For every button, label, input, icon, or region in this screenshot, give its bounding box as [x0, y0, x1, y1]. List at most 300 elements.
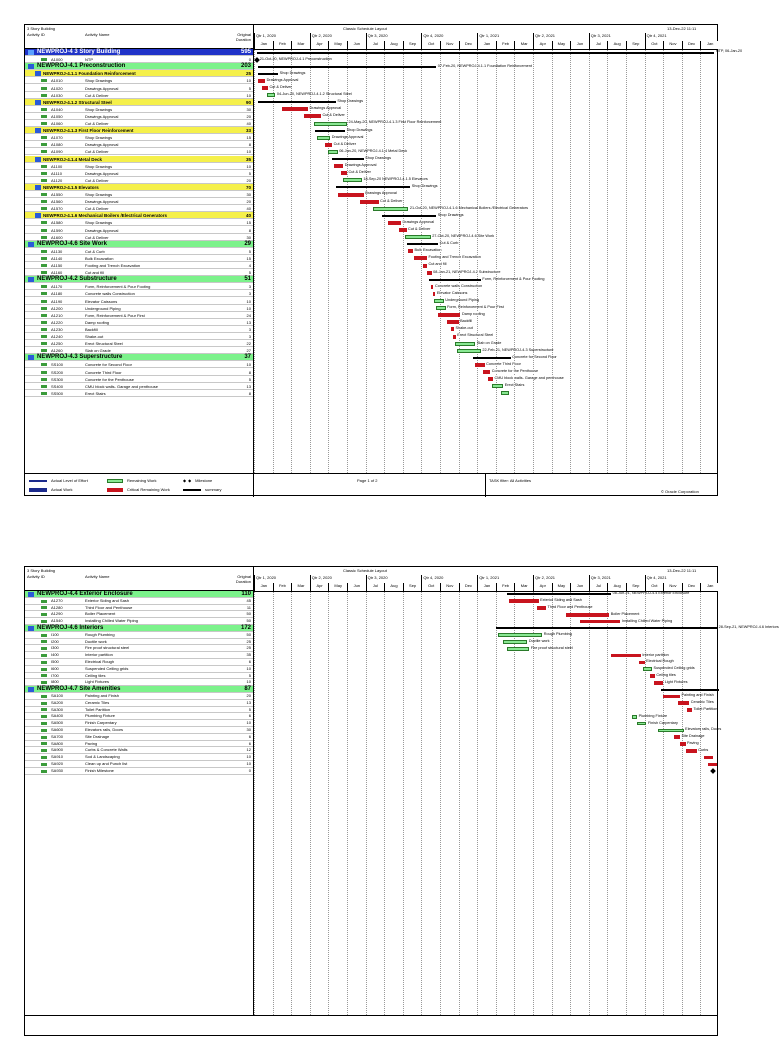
- activity-row[interactable]: [25, 659, 253, 666]
- activity-row[interactable]: [25, 141, 253, 148]
- remaining-bar: [643, 667, 652, 671]
- month-label: Dec: [459, 583, 478, 591]
- gantt-chart: [253, 25, 743, 473]
- month-label: Jun: [347, 41, 366, 49]
- critical-bar: [334, 164, 343, 168]
- activity-row[interactable]: [25, 747, 253, 754]
- month-label: Oct: [421, 41, 440, 49]
- duration: 20: [246, 199, 251, 205]
- bar-label: Cut & Deliver: [269, 84, 292, 89]
- activity-id: SA930: [51, 767, 64, 773]
- activity-name: Clean up and Punch list: [85, 761, 128, 766]
- activity-icon: [41, 94, 47, 97]
- month-label: Jan: [700, 41, 719, 49]
- duration: 10: [246, 298, 251, 304]
- activity-row[interactable]: [25, 347, 253, 354]
- wbs-row[interactable]: [25, 241, 253, 248]
- bar-label: Cut & Deliver: [333, 141, 356, 146]
- month-label: Jun: [347, 583, 366, 591]
- activity-row[interactable]: [25, 741, 253, 748]
- activity-row[interactable]: [25, 369, 253, 376]
- remaining-bar: [507, 647, 529, 651]
- activity-row[interactable]: [25, 77, 253, 84]
- wbs-row[interactable]: [25, 63, 253, 70]
- bar-label: Cut & Deliver: [380, 198, 403, 203]
- activity-id: A1290: [51, 611, 63, 617]
- activity-icon: [41, 363, 47, 366]
- duration: 172: [240, 625, 251, 631]
- quarter-label: Qtr 1, 2021: [477, 575, 533, 583]
- col-activity-id: Activity ID: [27, 32, 45, 37]
- duration: 10: [246, 761, 251, 766]
- wbs-row[interactable]: [25, 625, 253, 632]
- activity-name: Elevators rails, Doors: [85, 727, 124, 732]
- activity-id: SA600: [51, 727, 64, 732]
- bar-label: Damp roofing: [461, 312, 485, 317]
- activity-row[interactable]: [25, 262, 253, 269]
- grid-line: [477, 49, 478, 473]
- grid-line: [496, 591, 497, 1015]
- bar-label: Electrical Rough: [646, 659, 674, 664]
- activity-id: A1060: [51, 121, 63, 126]
- month-label: Jun: [570, 41, 589, 49]
- duration: 27: [246, 348, 251, 354]
- activity-id: A1250: [51, 341, 63, 347]
- activity-row[interactable]: [25, 645, 253, 652]
- activity-name: Cut & Deliver: [85, 121, 109, 126]
- duration: 6: [248, 733, 251, 739]
- activity-id: A1140: [51, 255, 63, 261]
- critical-bar: [475, 363, 484, 367]
- grid-line: [589, 591, 590, 1015]
- critical-bar: [341, 171, 347, 175]
- activity-row[interactable]: [25, 134, 253, 141]
- activity-row[interactable]: [25, 113, 253, 120]
- bar-label: Cut & Deliver: [408, 226, 431, 231]
- month-label: Feb: [496, 41, 515, 49]
- activity-icon: [41, 661, 47, 664]
- activity-row[interactable]: [25, 693, 253, 700]
- activity-icon: [41, 742, 47, 745]
- activity-row[interactable]: [25, 92, 253, 99]
- grid-line: [254, 49, 255, 473]
- remaining-bar: [658, 729, 684, 733]
- activity-row[interactable]: [25, 605, 253, 612]
- page-number: Page 1 of 2: [357, 478, 378, 483]
- bar-label: Form, Reinforcement & Pour Footing: [482, 276, 545, 281]
- activity-row[interactable]: [25, 319, 253, 326]
- duration: 3: [248, 326, 251, 332]
- col-activity-name: Activity Name: [85, 32, 110, 37]
- month-label: Jan: [477, 41, 496, 49]
- activity-id: A1220: [51, 319, 63, 325]
- activity-row[interactable]: [25, 234, 253, 241]
- activity-row[interactable]: [25, 673, 253, 680]
- legend-actual-loe: Actual Level of Effort: [29, 478, 88, 483]
- activity-id: A1080: [51, 142, 63, 148]
- quarter-label: Qtr 1, 2020: [254, 33, 310, 41]
- activity-icon: [41, 58, 47, 61]
- wbs-row[interactable]: [25, 184, 253, 191]
- activity-row[interactable]: [25, 255, 253, 262]
- critical-bar: [674, 735, 680, 739]
- activity-icon: [41, 200, 47, 203]
- quarter-label: Qtr 1, 2021: [477, 33, 533, 41]
- duration: 8: [248, 142, 251, 148]
- grid-line: [645, 49, 646, 473]
- activity-row[interactable]: [25, 727, 253, 734]
- bar-label: Slab on Grade: [476, 340, 502, 345]
- activity-row[interactable]: [25, 761, 253, 768]
- milestone-diamond: [254, 57, 260, 63]
- activity-row[interactable]: [25, 340, 253, 347]
- duration: 10: [246, 679, 251, 685]
- critical-bar: [399, 228, 406, 232]
- wbs-label: NEWPROJ-4.4 Exterior Enclosure: [37, 591, 133, 597]
- milestone-diamond: [711, 768, 717, 774]
- activity-row[interactable]: [25, 768, 253, 775]
- wbs-row[interactable]: [25, 99, 253, 106]
- duration: 8: [248, 227, 251, 233]
- grid-line: [328, 591, 329, 1015]
- activity-row[interactable]: [25, 312, 253, 319]
- activity-id: A1540: [51, 618, 63, 624]
- activity-row[interactable]: [25, 611, 253, 618]
- filter-text: TASK filter: All Activities: [489, 478, 531, 483]
- bar-label: 06-Jun-20, NEWPROJ-4.1.4 Metal Deck: [339, 148, 408, 153]
- activity-row[interactable]: [25, 326, 253, 333]
- activity-id: A1170: [51, 284, 63, 290]
- bar-label: Shop Drawings: [346, 127, 373, 132]
- activity-id: SS100: [51, 362, 64, 368]
- duration: 8: [248, 390, 251, 396]
- activity-id: SA200: [51, 699, 64, 705]
- bar-label: Fire proof structural steel: [530, 645, 573, 650]
- activity-icon: [41, 722, 47, 725]
- activity-row[interactable]: [25, 85, 253, 92]
- duration: 35: [246, 652, 251, 658]
- activity-row[interactable]: [25, 598, 253, 605]
- grid-line: [273, 49, 274, 473]
- activity-name: Finish Milestone: [85, 767, 114, 773]
- grid-line: [421, 591, 422, 1015]
- activity-name: Interior partition: [85, 652, 113, 658]
- activity-icon: [41, 392, 47, 395]
- wbs-icon: [35, 213, 41, 218]
- remaining-bar: [314, 122, 347, 126]
- duration: 0: [248, 767, 251, 773]
- wbs-label: NEWPROJ-4.1.2 Structural Steel: [43, 99, 112, 105]
- grid-line: [607, 591, 608, 1015]
- duration: 70: [245, 184, 251, 190]
- duration: 13: [246, 699, 251, 705]
- remaining-bar: [492, 384, 503, 388]
- duration: 595: [240, 49, 251, 55]
- activity-row[interactable]: [25, 390, 253, 397]
- activity-name: Cut & Deliver: [85, 149, 109, 155]
- grid-line: [403, 591, 404, 1015]
- month-label: Apr: [310, 41, 329, 49]
- bar-label: Drawings Approval: [344, 163, 377, 167]
- summary-bar: [258, 101, 336, 103]
- activity-row[interactable]: [25, 618, 253, 625]
- wbs-row[interactable]: [25, 686, 253, 693]
- activity-row[interactable]: [25, 639, 253, 646]
- activity-icon: [41, 143, 47, 146]
- critical-bar: [433, 292, 436, 296]
- duration: 50: [246, 631, 251, 637]
- activity-name: Drawings Approval: [85, 199, 119, 205]
- activity-row[interactable]: [25, 219, 253, 226]
- month-label: Jul: [366, 583, 385, 591]
- grid-line: [403, 49, 404, 473]
- month-label: Jan: [700, 583, 719, 591]
- bar-label: Light Fixtures: [664, 679, 688, 684]
- activity-icon: [41, 264, 47, 267]
- duration: 29: [244, 240, 251, 247]
- grid-line: [459, 591, 460, 1015]
- grid-line: [514, 591, 515, 1015]
- month-label: Sep: [403, 41, 422, 49]
- activity-row[interactable]: [25, 56, 253, 63]
- month-label: Apr: [533, 583, 552, 591]
- activity-icon: [41, 371, 47, 374]
- quarter-label: Qtr 2, 2021: [533, 575, 589, 583]
- activity-row[interactable]: [25, 148, 253, 155]
- activity-row[interactable]: [25, 269, 253, 276]
- activity-row[interactable]: [25, 283, 253, 290]
- quarter-label: Qtr 3, 2020: [366, 33, 422, 41]
- legend-critical-work: Critical Remaining Work: [107, 487, 170, 492]
- activity-id: I400: [51, 652, 59, 658]
- activity-row[interactable]: [25, 700, 253, 707]
- duration: 25: [245, 71, 251, 77]
- activity-icon: [41, 314, 47, 317]
- grid-line: [310, 49, 311, 473]
- bar-label: Interior partition: [642, 652, 669, 657]
- duration: 10: [246, 92, 251, 98]
- activity-name: Shop Drawings: [85, 220, 113, 226]
- activity-name: Form, Reinforcement & Pour Footing: [85, 284, 151, 290]
- critical-bar: [414, 256, 427, 260]
- wbs-icon: [28, 687, 34, 692]
- activity-icon: [41, 300, 47, 303]
- grid-line: [384, 49, 385, 473]
- month-label: Dec: [459, 41, 478, 49]
- month-label: May: [328, 41, 347, 49]
- bar-label: Concrete walls Construction: [434, 283, 483, 288]
- duration: 5: [248, 672, 251, 678]
- activity-row[interactable]: [25, 707, 253, 714]
- critical-bar: [438, 313, 460, 317]
- critical-bar: [566, 613, 609, 617]
- month-label: Apr: [310, 583, 329, 591]
- activity-id: SS300: [51, 376, 64, 382]
- activity-row[interactable]: [25, 679, 253, 686]
- activity-icon: [41, 763, 47, 766]
- bar-label: Third Floor and Penthouse: [547, 605, 593, 609]
- wbs-row[interactable]: [25, 70, 253, 77]
- legend-summary: summary: [183, 487, 221, 492]
- summary-bar: [257, 52, 715, 54]
- activity-id: A1280: [51, 604, 63, 610]
- bar-label: 22-Feb-21, NEWPROJ-4.3 Superstructure: [482, 347, 554, 352]
- layout-title: Classic Schedule Layout: [343, 26, 387, 31]
- col-activity-name-2: Activity Name: [85, 574, 110, 579]
- wbs-label: NEWPROJ-4.1.4 Metal Deck: [43, 156, 103, 162]
- activity-name: Shake-out: [85, 334, 104, 339]
- activity-id: A1110: [51, 170, 62, 176]
- month-label: Dec: [682, 41, 701, 49]
- activity-row[interactable]: [25, 720, 253, 727]
- critical-bar: [704, 756, 713, 760]
- activity-name: Shop Drawings: [85, 192, 113, 197]
- wbs-row[interactable]: [25, 127, 253, 134]
- remaining-bar: [343, 178, 362, 182]
- activity-icon: [41, 342, 47, 345]
- month-label: May: [328, 583, 347, 591]
- activity-row[interactable]: [25, 652, 253, 659]
- schedule-page-2: [24, 566, 779, 1036]
- activity-row[interactable]: [25, 666, 253, 673]
- activity-row[interactable]: [25, 191, 253, 198]
- activity-name: Rough Plumbing: [85, 631, 115, 637]
- duration: 40: [246, 206, 251, 212]
- activity-row[interactable]: [25, 361, 253, 368]
- activity-row[interactable]: [25, 754, 253, 761]
- grid-line: [663, 49, 664, 473]
- remaining-bar: [457, 349, 481, 353]
- activity-id: SA900: [51, 747, 64, 753]
- wbs-label: NEWPROJ-4.6 Site Work: [37, 240, 107, 247]
- activity-id: SA700: [51, 733, 64, 739]
- activity-name: Shop Drawings: [85, 106, 113, 112]
- wbs-row[interactable]: [25, 212, 253, 219]
- activity-icon: [41, 172, 47, 175]
- critical-bar: [325, 143, 332, 147]
- bar-label: Shop Drawings: [365, 155, 391, 160]
- report-date: 13-Dec-22 11:11: [667, 26, 697, 31]
- grid-line: [533, 591, 534, 1015]
- activity-id: I500: [51, 659, 59, 664]
- wbs-row[interactable]: [25, 276, 253, 283]
- summary-bar: [661, 689, 719, 691]
- bar-label: Plumbing Fixture: [638, 713, 668, 718]
- bar-label: Painting and Finish: [681, 693, 714, 698]
- duration: 5: [248, 376, 251, 382]
- activity-icon: [41, 79, 47, 82]
- activity-id: SS400: [51, 383, 64, 389]
- activity-row[interactable]: [25, 205, 253, 212]
- grid-line: [607, 49, 608, 473]
- remaining-bar: [373, 207, 408, 211]
- month-label: Oct: [421, 583, 440, 591]
- activity-row[interactable]: [25, 298, 253, 305]
- critical-bar: [686, 749, 697, 753]
- activity-row[interactable]: [25, 163, 253, 170]
- activity-icon: [41, 328, 47, 331]
- wbs-row[interactable]: [25, 49, 253, 56]
- activity-name: Ceiling tiles: [85, 672, 106, 678]
- activity-row[interactable]: [25, 106, 253, 113]
- remaining-bar: [436, 306, 445, 310]
- activity-icon: [41, 193, 47, 196]
- activity-id: A1030: [51, 92, 63, 98]
- activity-row[interactable]: [25, 376, 253, 383]
- bar-label: 21-Oct-20, NEWPROJ-4.1.6 Mechanical Boilers /Electrical Generators: [409, 205, 529, 210]
- activity-name: Damp roofing: [85, 319, 110, 325]
- duration: 5: [248, 270, 251, 276]
- wbs-row[interactable]: [25, 156, 253, 163]
- bar-label: Curbs: [698, 747, 709, 752]
- activity-row[interactable]: [25, 120, 253, 127]
- wbs-label: NEWPROJ-4.1 Preconstruction: [37, 63, 126, 70]
- month-label: Jul: [589, 583, 608, 591]
- activity-row[interactable]: [25, 227, 253, 234]
- duration: 25: [246, 645, 251, 651]
- duration: 3: [248, 291, 251, 297]
- activity-icon: [41, 770, 47, 773]
- activity-id: A1270: [51, 597, 63, 603]
- activity-row[interactable]: [25, 333, 253, 340]
- bar-label: CMU block walls- Garage and penthouse: [494, 376, 564, 380]
- activity-row[interactable]: [25, 632, 253, 639]
- activity-row[interactable]: [25, 198, 253, 205]
- activity-icon: [41, 136, 47, 139]
- grid-line: [366, 591, 367, 1015]
- wbs-row[interactable]: [25, 591, 253, 598]
- activity-row[interactable]: [25, 305, 253, 312]
- wbs-icon: [28, 277, 34, 282]
- activity-row[interactable]: [25, 734, 253, 741]
- duration: 20: [246, 693, 251, 698]
- wbs-label: NEWPROJ-4.6 Interiors: [37, 625, 104, 631]
- bar-label: Bulk Excavation: [414, 248, 442, 253]
- activity-name: Paving: [85, 740, 98, 746]
- activity-icon: [41, 87, 47, 90]
- activity-id: A1260: [51, 348, 63, 354]
- duration: 15: [246, 135, 251, 141]
- activity-id: I600: [51, 665, 59, 671]
- activity-row[interactable]: [25, 177, 253, 184]
- critical-bar: [258, 79, 265, 83]
- activity-name: Cut & Deliver: [85, 234, 109, 240]
- wbs-row[interactable]: [25, 354, 253, 361]
- activity-row[interactable]: [25, 383, 253, 390]
- activity-id: A1190: [51, 298, 63, 304]
- activity-name: Shop Drawings: [85, 78, 113, 84]
- activity-row[interactable]: [25, 713, 253, 720]
- activity-row[interactable]: [25, 248, 253, 255]
- critical-bar: [408, 249, 413, 253]
- duration: 10: [246, 362, 251, 368]
- activity-row[interactable]: [25, 170, 253, 177]
- duration: 203: [240, 63, 251, 70]
- duration: 40: [245, 213, 251, 219]
- duration: 45: [246, 597, 251, 603]
- bar-label: Cut & Deliver: [348, 170, 371, 175]
- month-label: Apr: [533, 41, 552, 49]
- bar-label: Site Drainage: [681, 734, 705, 739]
- duration: 8: [248, 369, 251, 375]
- month-label: Mar: [514, 583, 533, 591]
- activity-icon: [41, 385, 47, 388]
- activity-row[interactable]: [25, 290, 253, 297]
- wbs-icon: [35, 100, 41, 105]
- critical-bar: [488, 377, 493, 381]
- bar-label: Concrete Third Floor: [486, 361, 521, 366]
- duration: 90: [245, 99, 251, 105]
